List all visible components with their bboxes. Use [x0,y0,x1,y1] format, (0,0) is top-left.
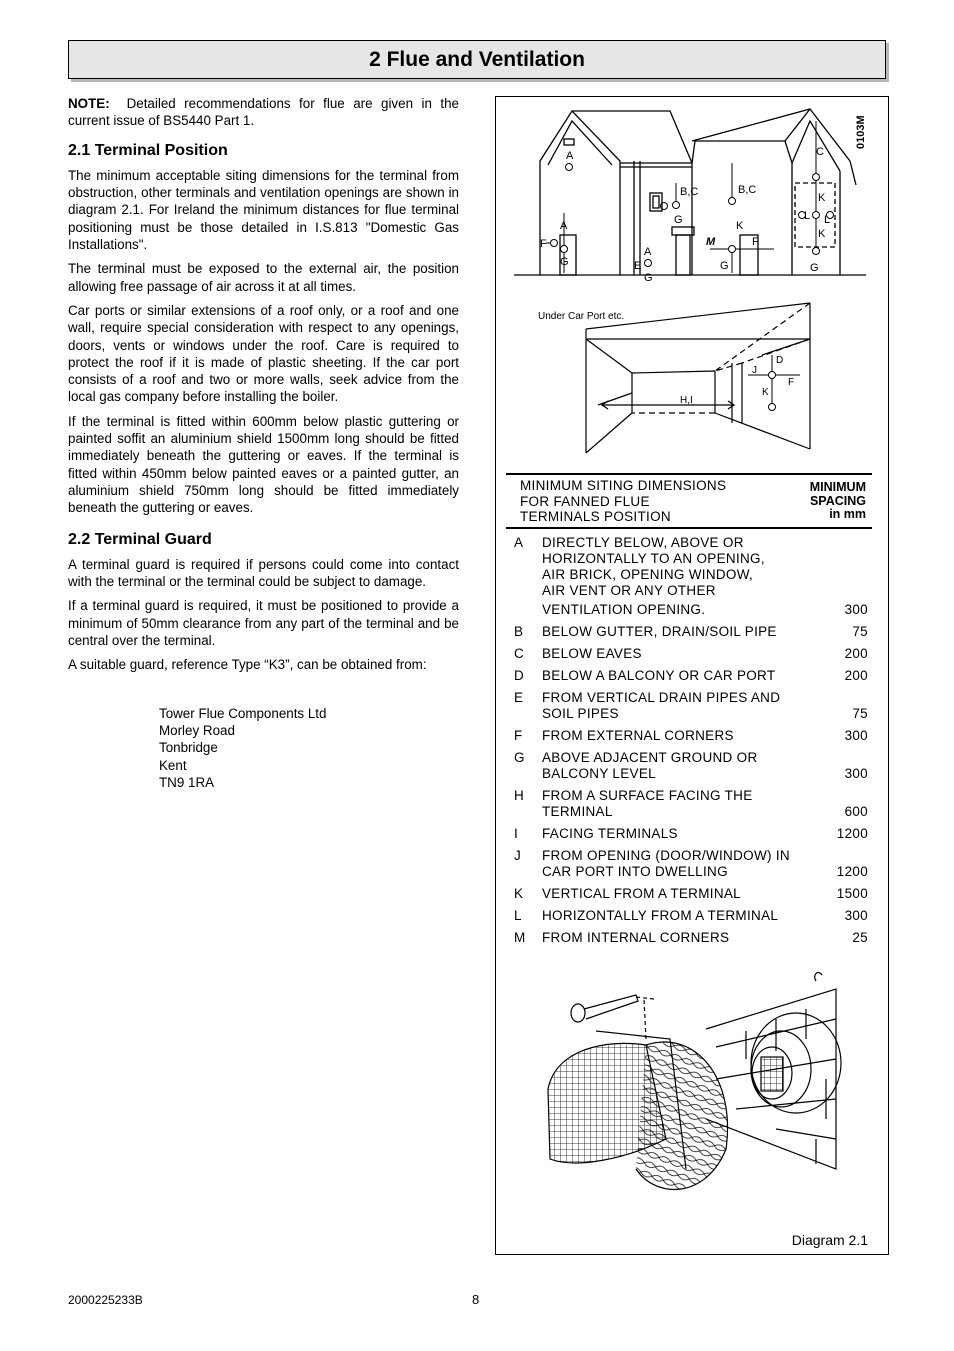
address-line: Morley Road [159,722,235,738]
row-value: 25 [852,930,868,945]
description-line: BELOW GUTTER, DRAIN/SOIL PIPE [542,624,777,639]
diagram-label: C [816,146,824,158]
paragraph: If the terminal is fitted within 600mm below plastic guttering or painted soffit an aluminium shield 1500mm long should be fitted immediately beneath the guttering or eaves. If the terminal is fitted within 450mm below painted eaves or a painted gutter, an aluminium shield 750mm long should be fitted immediately beneath the guttering or eaves. [68,413,459,516]
diagram-label: G [674,214,683,226]
row-description [542,908,812,924]
diagram-label: M [706,236,716,248]
table-row [506,690,868,722]
diagram-label: F [540,238,547,250]
address-line: TN9 1RA [159,774,215,790]
table-header-left [520,478,726,525]
table-row [506,788,868,820]
diagram-label: D [776,355,784,366]
row-value: 200 [844,668,868,683]
diagram-panel [495,96,889,1255]
row-value: 1500 [836,886,868,901]
terminal-guard-illustration [536,969,866,1209]
table-row [506,624,868,640]
siting-table-header [506,473,872,529]
supplier-address [159,705,459,791]
diagram-label: H,I [680,395,693,406]
diagram-label: A [560,220,568,232]
header-line: FOR FANNED FLUE [520,493,650,509]
diagram-label: E [634,260,642,272]
description-line: CAR PORT INTO DWELLING [542,864,728,879]
diagram-label: L [824,214,831,226]
description-line: HORIZONTALLY FROM A TERMINAL [542,908,779,923]
address-line: Kent [159,757,187,773]
diagram-label: G [560,256,569,268]
row-description [542,668,812,684]
row-value: 300 [844,602,868,617]
row-value: 300 [844,766,868,781]
table-row [506,750,868,782]
description-line: DIRECTLY BELOW, ABOVE OR [542,535,744,550]
description-line: FROM INTERNAL CORNERS [542,930,730,945]
row-key: H [514,788,525,803]
row-value: 75 [852,624,868,639]
description-line: AIR VENT OR ANY OTHER [542,583,716,598]
diagram-label: G [810,262,819,274]
diagram-caption: Diagram 2.1 [791,1232,868,1248]
diagram-label: A [644,246,652,258]
description-line: TERMINAL [542,804,613,819]
description-line: FROM OPENING (DOOR/WINDOW) IN [542,848,790,863]
header-line: SPACING [809,493,866,508]
section-2-2-heading: 2.2 Terminal Guard [68,530,212,548]
address-line: Tower Flue Components Ltd [159,705,327,721]
paragraph: The terminal must be exposed to the external air, the position allowing free passage of air across it at all times. [68,261,459,294]
diagram-label: K [762,387,769,398]
row-key: E [514,690,524,705]
description-line: HORIZONTALLY TO AN OPENING, [542,551,765,566]
row-description [542,535,812,618]
diagram-label: B,C [738,184,757,196]
header-line: MINIMUM [809,480,866,494]
page-title: 2 Flue and Ventilation [369,47,585,71]
description-line: FROM VERTICAL DRAIN PIPES AND [542,690,781,705]
diagram-label: A [566,150,574,162]
row-description [542,826,812,842]
header-line: TERMINALS POSITION [520,509,671,524]
left-column [68,95,459,791]
diagram-label: K [818,192,826,204]
paragraph: Car ports or similar extensions of a roof only, or a roof and one wall, require special consideration with respect to any openings, doors, vents or windows under the roof. Care is required to protect the roof if it is made of plastic sheeting. If the car port consists of a roof and two or more walls, seek advice from the local gas company before installing the boiler. [68,302,459,405]
diagram-label: F [752,236,759,248]
description-line: BELOW EAVES [542,646,642,661]
description-line: ABOVE ADJACENT GROUND OR [542,750,758,765]
table-row [506,908,868,924]
document-number: 2000225233B [68,1293,143,1307]
diagram-code: 0103M [855,115,867,149]
description-line: FROM EXTERNAL CORNERS [542,728,734,743]
table-row [506,886,868,902]
house-elevation-diagram [510,101,880,285]
description-line: VENTILATION OPENING. [542,602,706,617]
diagram-label: G [720,260,729,272]
paragraph: A suitable guard, reference Type “K3”, can be obtained from: [68,657,427,673]
row-value: 300 [844,728,868,743]
row-value: 600 [844,804,868,819]
description-line: FACING TERMINALS [542,826,678,841]
row-value: 300 [844,908,868,923]
row-description [542,750,812,782]
row-key: B [514,624,524,639]
table-row [506,646,868,662]
row-key: J [514,848,522,863]
paragraph: If a terminal guard is required, it must be positioned to provide a minimum of 50mm clearance from any part of the terminal and be central over the terminal. [68,598,459,649]
row-key: D [514,668,525,683]
page-number: 8 [472,1292,480,1307]
address-line: Tonbridge [159,740,218,756]
row-key: K [514,886,524,901]
row-key: M [514,930,526,945]
description-line: BELOW A BALCONY OR CAR PORT [542,668,776,683]
note-paragraph [68,95,459,130]
section-title-banner [68,40,886,79]
table-row [506,535,868,618]
carport-diagram [510,293,880,461]
row-description [542,646,812,662]
diagram-label: K [818,228,826,240]
table-header-right [810,481,866,522]
diagram-label: F [788,377,795,388]
description-line: FROM A SURFACE FACING THE [542,788,753,803]
diagram-label: K [736,220,744,232]
row-key: L [514,908,522,923]
description-line: SOIL PIPES [542,706,619,721]
row-key: A [514,535,524,550]
row-description [542,690,812,722]
carport-label: Under Car Port etc. [538,311,625,322]
diagram-label: L [804,210,811,222]
description-line: BALCONY LEVEL [542,766,656,781]
table-row [506,930,868,946]
description-line: AIR BRICK, OPENING WINDOW, [542,567,754,582]
table-row [506,728,868,744]
row-description [542,624,812,640]
table-row [506,848,868,880]
siting-table-rows [506,535,868,952]
note-label: NOTE: [68,96,110,111]
row-key: G [514,750,525,765]
row-description [542,930,812,946]
row-value: 75 [852,706,868,721]
row-description [542,886,812,902]
row-key: F [514,728,523,743]
row-value: 1200 [836,826,868,841]
section-2-1-heading: 2.1 Terminal Position [68,141,228,159]
row-key: I [514,826,519,841]
header-line: MINIMUM SITING DIMENSIONS [520,478,727,493]
row-value: 200 [844,646,868,661]
diagram-label: J [752,365,757,376]
row-description [542,788,812,820]
row-description [542,728,812,744]
table-row [506,668,868,684]
row-key: C [514,646,525,661]
description-line: VERTICAL FROM A TERMINAL [542,886,741,901]
note-text: Detailed recommendations for flue are given in the current issue of BS5440 Part 1. [68,96,459,129]
diagram-label: G [644,272,653,284]
paragraph: A terminal guard is required if persons could come into contact with the terminal or the terminal could be subject to damage. [68,556,459,590]
diagram-label: B,C [680,186,699,198]
header-line: in mm [829,507,866,521]
row-value: 1200 [836,864,868,879]
paragraph: The minimum acceptable siting dimensions for the terminal from obstruction, other terminals and ventilation openings are shown in diagram 2.1. For Ireland the minimum distances for flue terminal positioning must be those detailed in I.S.813 "Domestic Gas Installations". [68,167,459,253]
row-description [542,848,812,880]
table-row [506,826,868,842]
